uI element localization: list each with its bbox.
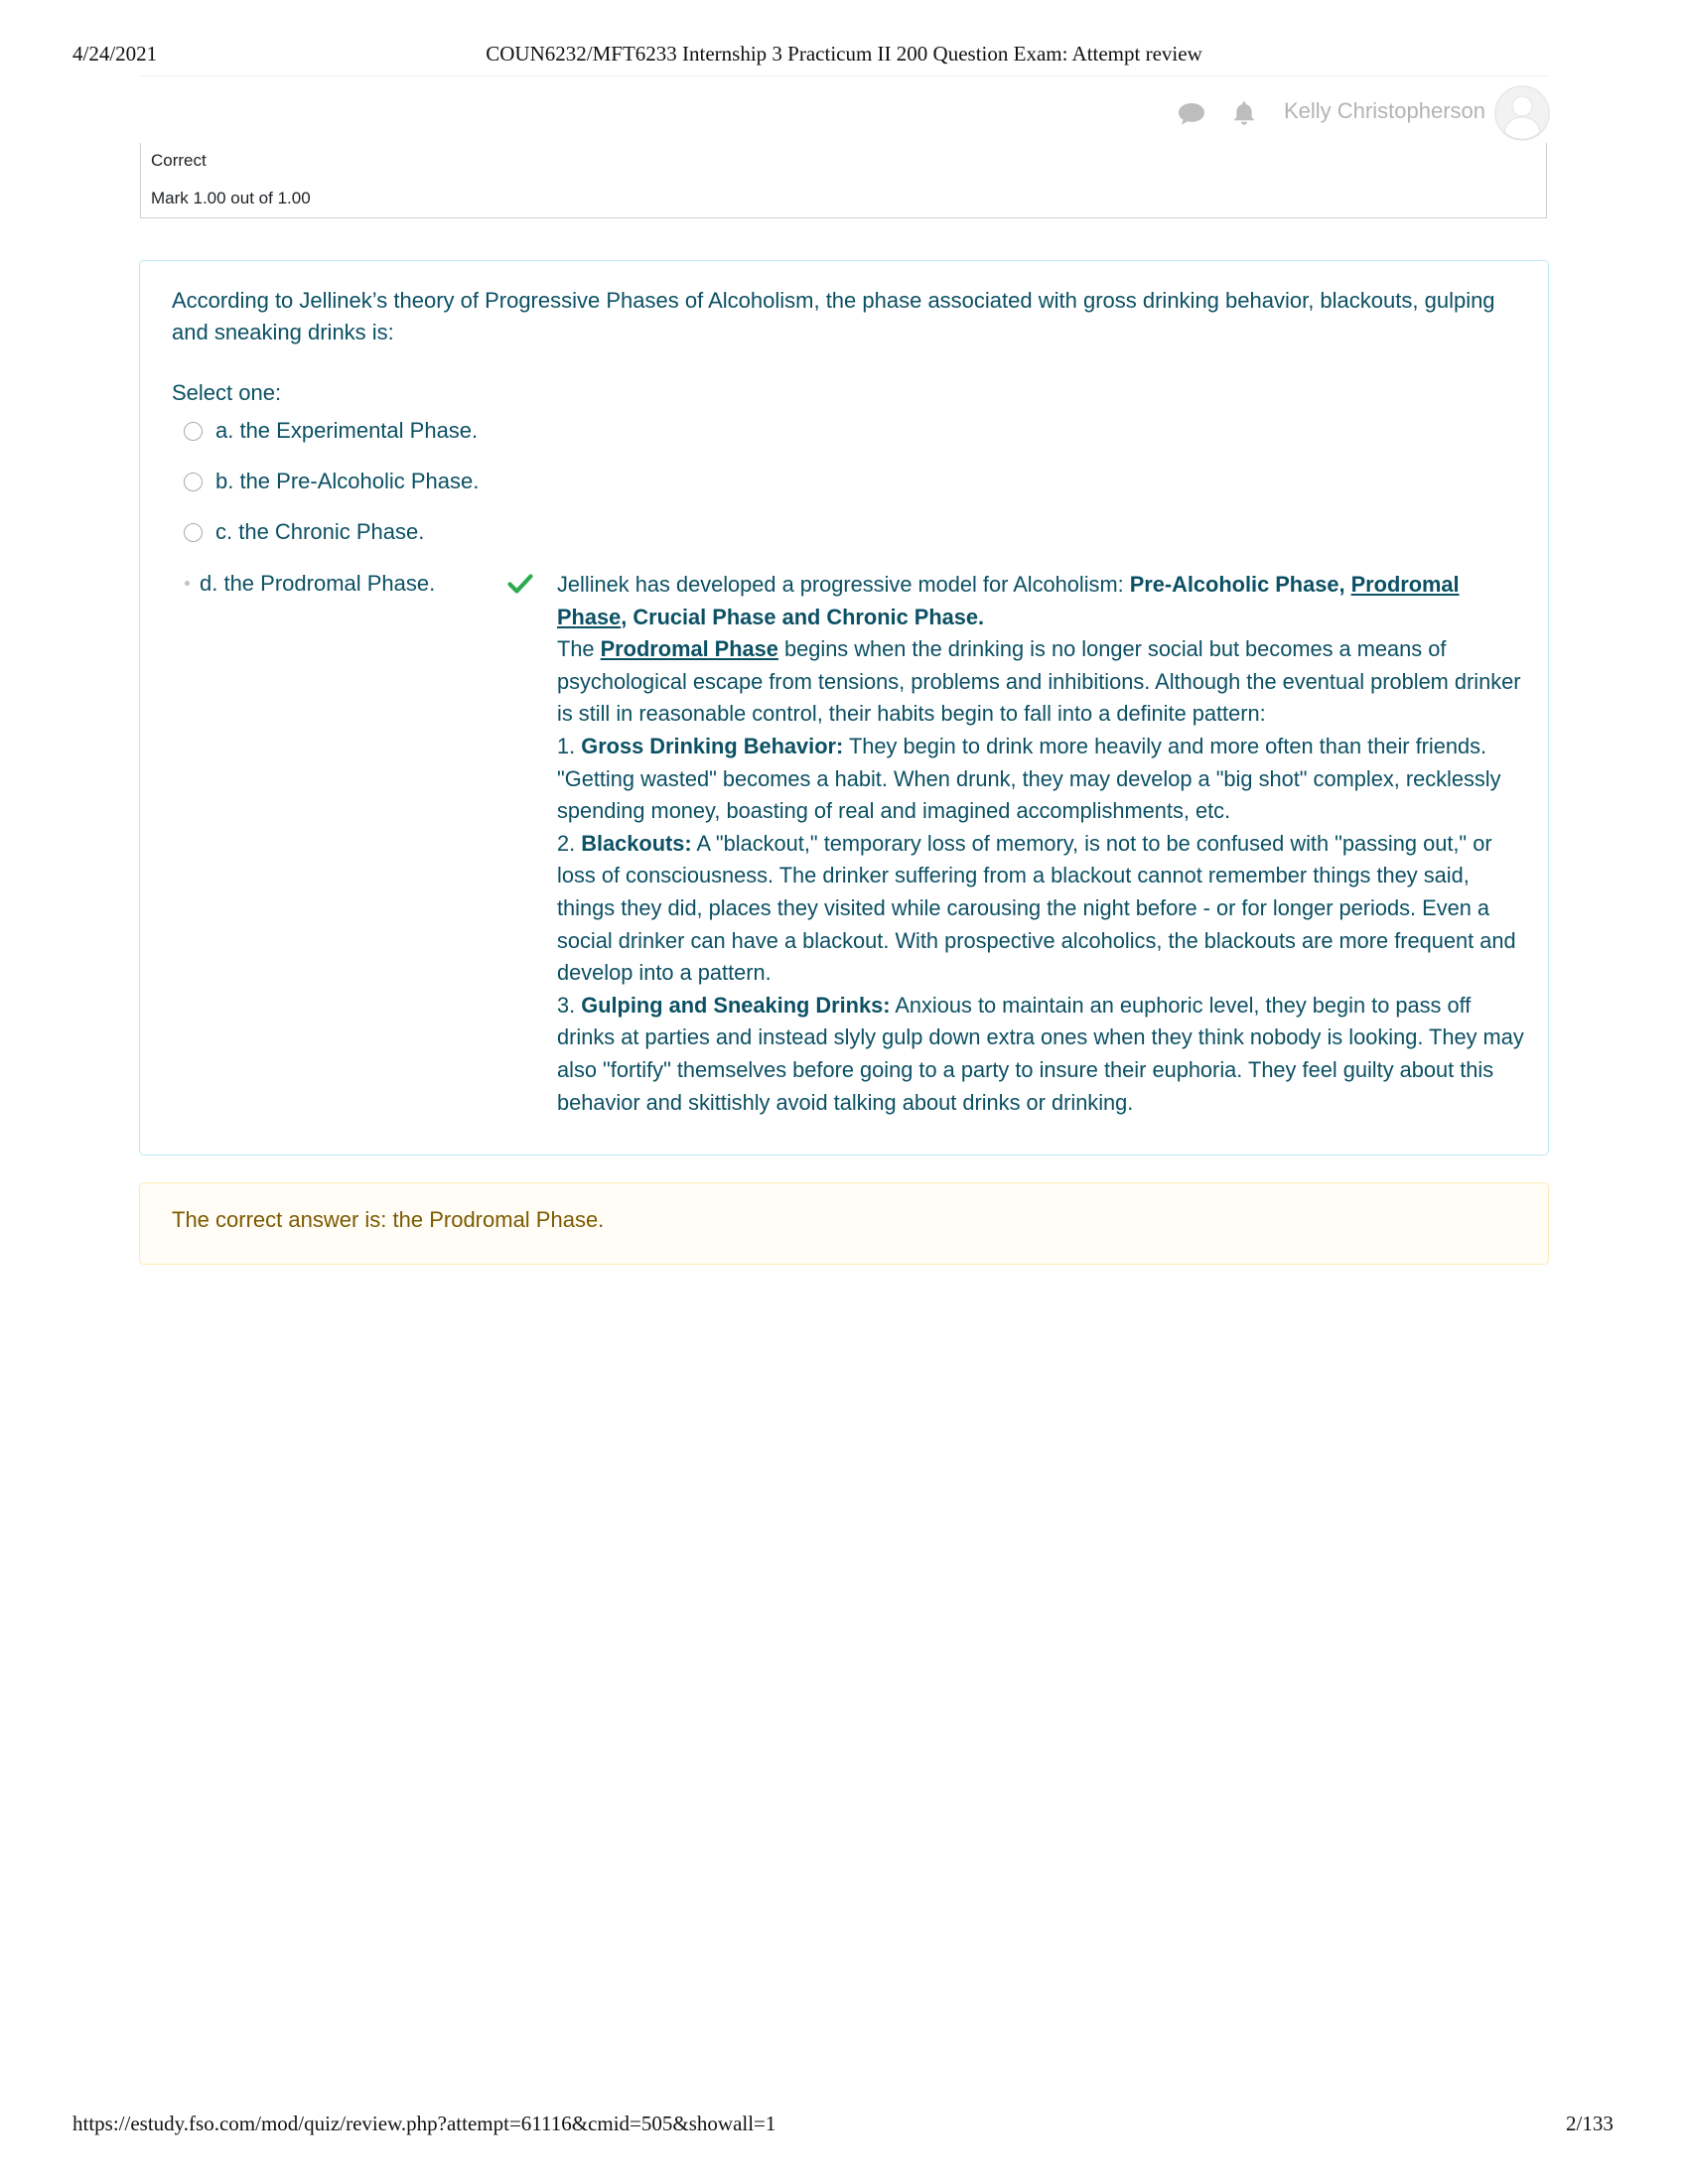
select-one-prompt: Select one: bbox=[172, 380, 282, 405]
print-date: 4/24/2021 bbox=[72, 42, 158, 66]
selected-bullet-icon bbox=[185, 581, 190, 586]
question-grade: Mark 1.00 out of 1.00 bbox=[151, 189, 311, 207]
feedback-item-gross-drinking: 1. Gross Drinking Behavior: They begin to drink more heavily and more often than their friends. "Getting wasted" becomes a habit. When drunk, they may develop a "big shot" complex, recklessly spending money, boasting of real and imagined accomplishments, etc. bbox=[557, 733, 1501, 824]
chat-icon[interactable] bbox=[1177, 99, 1206, 127]
bell-icon[interactable] bbox=[1229, 99, 1259, 127]
option-label: a. the Experimental Phase. bbox=[215, 418, 479, 443]
print-footer bbox=[0, 2112, 1688, 2141]
print-page-title: COUN6232/MFT6233 Internship 3 Practicum II 200 Question Exam: Attempt review bbox=[486, 42, 1202, 66]
feedback-intro: Jellinek has developed a progressive model for Alcoholism: Pre-Alcoholic Phase, Prodromal Phase, Crucial Phase and Chronic Phase. bbox=[557, 572, 1460, 629]
previous-question-info bbox=[140, 143, 1547, 218]
feedback-item-blackouts: 2. Blackouts: A "blackout," temporary loss of memory, is not to be confused with "passing out," or loss of consciousness. The drinker suffering from a blackout cannot remember things they said, things they did, places they visited while carousing the night before - or for longer periods. Even a social drinker can have a blackout. With prospective alcoholics, the blackouts are more frequent and develop into a pattern. bbox=[557, 830, 1516, 986]
option-label: c. the Chronic Phase. bbox=[215, 519, 425, 544]
correct-check-icon bbox=[507, 573, 533, 595]
print-header bbox=[0, 42, 1688, 71]
question-panel bbox=[139, 260, 1549, 1156]
question-state: Correct bbox=[151, 151, 207, 170]
right-answer-text: The correct answer is: the Prodromal Phase. bbox=[172, 1207, 605, 1232]
header-divider bbox=[139, 75, 1549, 76]
avatar-icon[interactable] bbox=[1494, 85, 1550, 141]
option-label: b. the Pre-Alcoholic Phase. bbox=[215, 469, 480, 493]
print-url: https://estudy.fso.com/mod/quiz/review.php?attempt=61116&cmid=505&showall=1 bbox=[72, 2112, 776, 2135]
question-text: According to Jellinek’s theory of Progressive Phases of Alcoholism, the phase associated with gross drinking behavior, blackouts, gulping and sneaking drinks is: bbox=[172, 288, 1495, 344]
radio-button[interactable] bbox=[184, 473, 203, 491]
feedback-item-gulping: 3. Gulping and Sneaking Drinks: Anxious to maintain an euphoric level, they begin to pass off drinks at parties and instead slyly gulp down extra ones when they think nobody is looking. They may also "fortify" themselves before going to a party to insure their euphoria. They feel guilty about this behavior and skittishly avoid talking about drinks or drinking. bbox=[557, 992, 1524, 1115]
radio-button[interactable] bbox=[184, 523, 203, 542]
user-navbar bbox=[1162, 83, 1554, 143]
right-answer-panel bbox=[139, 1182, 1549, 1265]
option-label: d. the Prodromal Phase. bbox=[200, 571, 436, 596]
specific-feedback bbox=[557, 569, 1530, 1119]
print-page-number: 2/133 bbox=[1566, 2112, 1614, 2135]
radio-button[interactable] bbox=[184, 422, 203, 441]
user-name[interactable]: Kelly Christopherson bbox=[1284, 98, 1485, 123]
feedback-prodromal-description: The Prodromal Phase begins when the drinking is no longer social but becomes a means of psychological escape from tensions, problems and inhibitions. Although the eventual problem drinker is still in reasonable control, their habits begin to fall into a definite pattern: bbox=[557, 636, 1521, 727]
